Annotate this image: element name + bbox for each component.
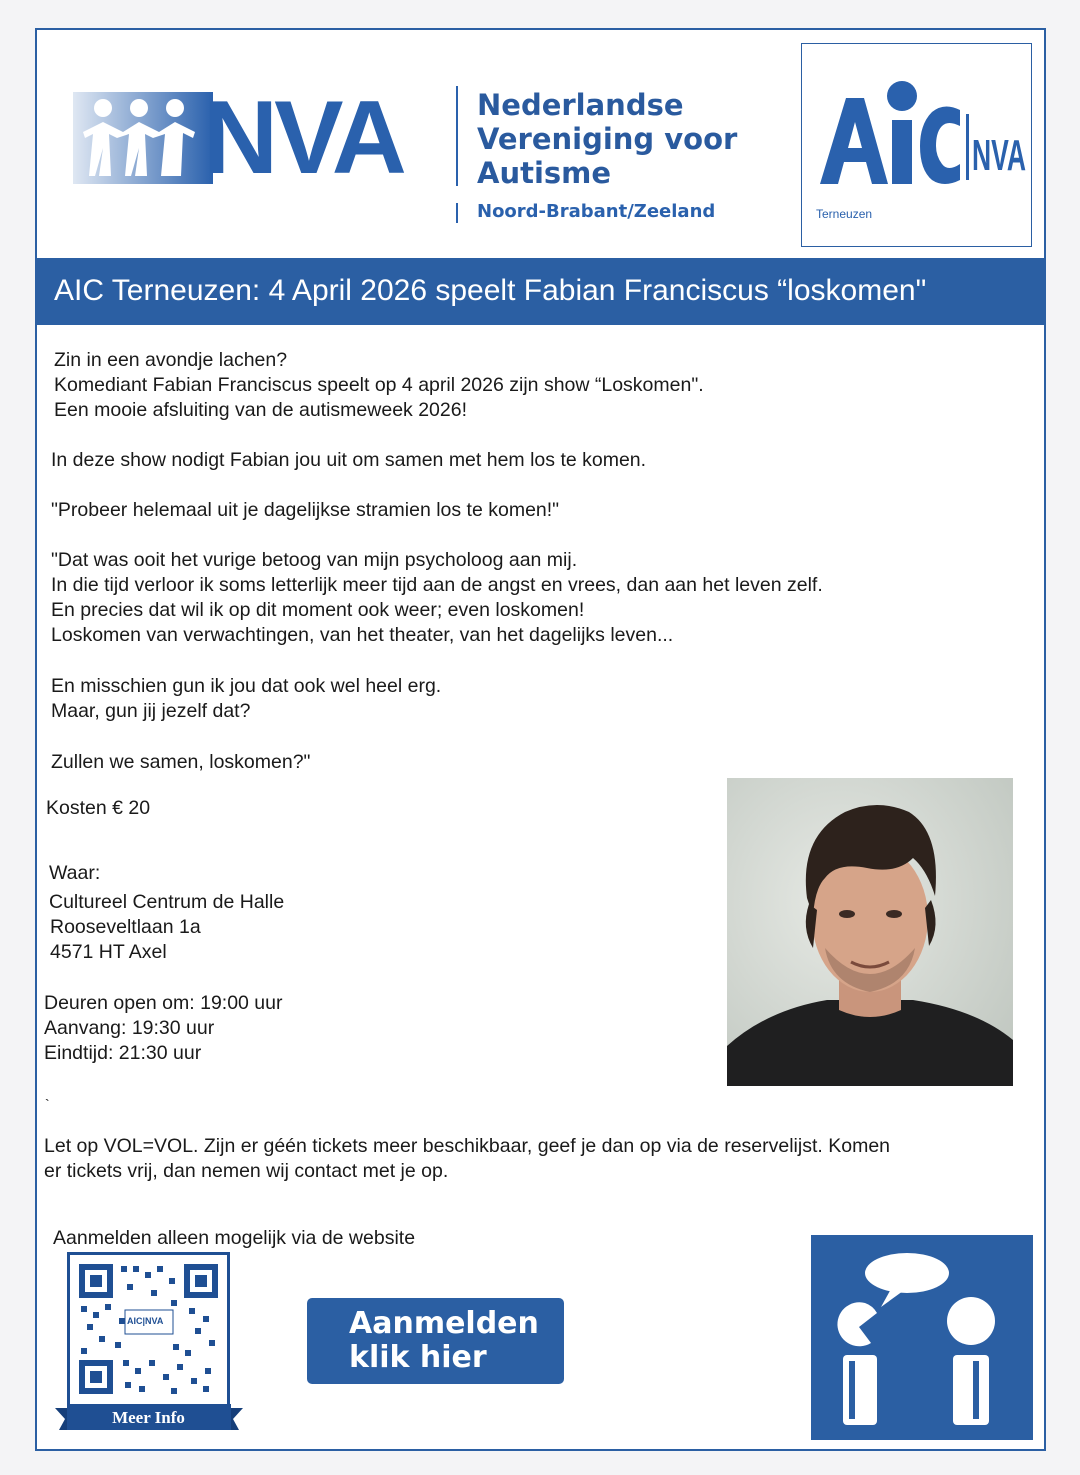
venue-line: 4571 HT Axel [50, 941, 167, 963]
event-flyer [35, 28, 1046, 1451]
venue-line: Cultureel Centrum de Halle [49, 891, 285, 913]
qr-banner-label: Meer Info [112, 1408, 185, 1427]
signup-button-label: Aanmelden [349, 1306, 539, 1341]
aic-nva-logo [816, 80, 1026, 190]
time-line: Aanvang: 19:30 uur [44, 1017, 215, 1039]
notice-line: Let op VOL=VOL. Zijn er géén tickets meer beschikbaar, geef je dan op via de reservelijst. Komen [44, 1135, 891, 1157]
people-icon [73, 92, 213, 184]
region-name: Noord-Brabant/Zeeland [477, 201, 716, 222]
intro-line: Zin in een avondje lachen? [54, 349, 288, 371]
quote-line: Loskomen van verwachtingen, van het theater, van het dagelijks leven... [51, 624, 674, 646]
venue-label: Waar: [49, 862, 101, 884]
page-title: AIC Terneuzen: 4 April 2026 speelt Fabian Franciscus “loskomen" [54, 274, 927, 307]
performer-portrait [727, 778, 1013, 1086]
signup-note: Aanmelden alleen mogelijk via de website [53, 1227, 416, 1249]
signup-button[interactable] [307, 1298, 564, 1384]
signup-button-label: klik hier [349, 1340, 487, 1375]
quote-line: Maar, gun jij jezelf dat? [51, 700, 251, 722]
notice-line: er tickets vrij, dan nemen wij contact met je op. [44, 1160, 449, 1182]
logo-divider [456, 86, 458, 186]
org-name [477, 88, 737, 190]
time-line: Eindtijd: 21:30 uur [44, 1042, 202, 1064]
qr-badge: AIC|NVA [127, 1316, 164, 1326]
conversation-icon [811, 1235, 1033, 1440]
quote-line: "Probeer helemaal uit je dagelijkse stramien los te komen!" [51, 499, 560, 521]
quote-line: En misschien gun ik jou dat ook wel heel erg. [51, 675, 442, 697]
intro-line: Komediant Fabian Franciscus speelt op 4 april 2026 zijn show “Loskomen". [54, 374, 704, 396]
org-name-line: Nederlandse [477, 88, 684, 122]
region-divider [456, 203, 458, 223]
org-name-line: Autisme [477, 156, 612, 190]
svg-text:NVA: NVA [972, 131, 1026, 180]
nva-logo [73, 80, 443, 196]
stray-mark: ` [45, 1096, 50, 1112]
aic-logo-box [801, 43, 1032, 247]
qr-code-card[interactable] [67, 1252, 230, 1437]
quote-line: "Dat was ooit het vurige betoog van mijn psycholoog aan mij. [51, 549, 578, 571]
quote-line: En precies dat wil ik op dit moment ook weer; even loskomen! [51, 599, 585, 621]
quote-line: In die tijd verloor ik soms letterlijk meer tijd aan de angst en vrees, dan aan het leven zelf. [51, 574, 823, 596]
org-name-line: Vereniging voor [477, 122, 738, 156]
quote-line: Zullen we samen, loskomen?" [51, 751, 311, 773]
time-line: Deuren open om: 19:00 uur [44, 992, 283, 1014]
performer-photo [727, 778, 1013, 1086]
intro-line: Een mooie afsluiting van de autismeweek 2026! [54, 399, 468, 421]
body-paragraph: In deze show nodigt Fabian jou uit om samen met hem los te komen. [51, 449, 647, 471]
venue-line: Rooseveltlaan 1a [50, 916, 201, 938]
nva-wordmark: NVA [203, 80, 403, 196]
cost-text: Kosten € 20 [46, 797, 151, 819]
aic-location: Terneuzen [816, 207, 873, 221]
title-bar [37, 258, 1044, 325]
qr-code [79, 1264, 218, 1394]
